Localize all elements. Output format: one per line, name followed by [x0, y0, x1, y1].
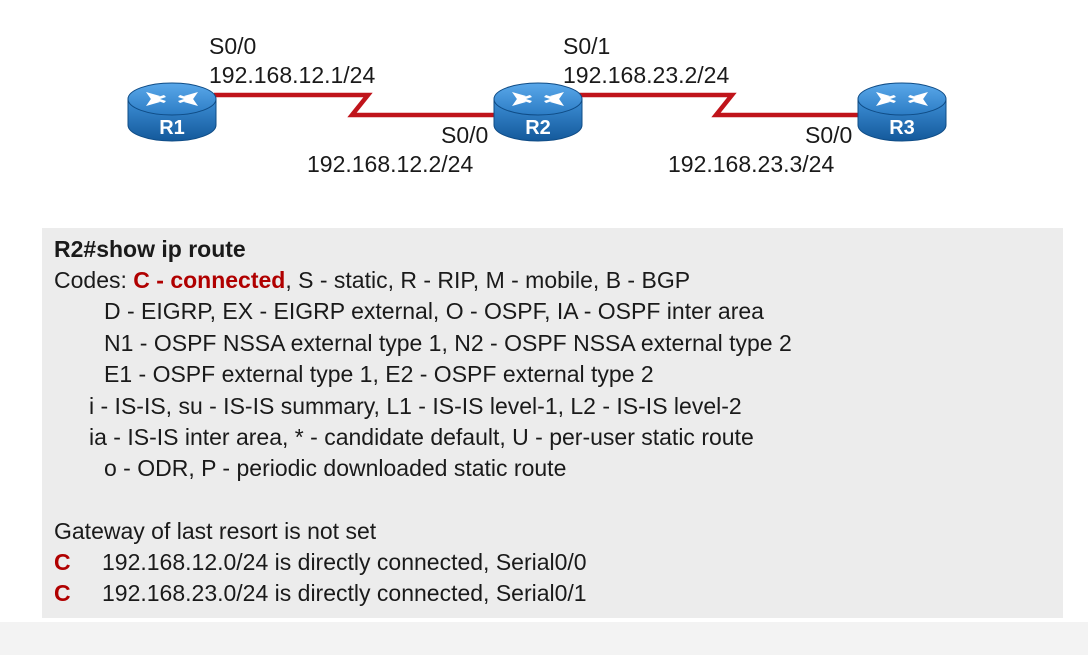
cli-command: R2#show ip route — [54, 236, 246, 262]
route-text: 192.168.12.0/24 is directly connected, Serial0/0 — [102, 549, 587, 575]
router-r3-icon — [858, 83, 946, 141]
network-topology-diagram — [0, 0, 1088, 215]
router-r1-icon — [128, 83, 216, 141]
r2-s01-interface-label: S0/1 — [563, 33, 611, 59]
route-row — [54, 547, 587, 577]
serial-link-r1-r2 — [214, 95, 498, 115]
code-line: o - ODR, P - periodic downloaded static route — [104, 455, 567, 481]
codes-line — [54, 265, 690, 295]
r3-interface-label: S0/0 — [805, 122, 853, 148]
router-r2-icon — [494, 83, 582, 141]
r2-s00-interface-label: S0/0 — [441, 122, 489, 148]
r2-s00-ip-label: 192.168.12.2/24 — [307, 151, 474, 177]
code-line: E1 - OSPF external type 1, E2 - OSPF external type 2 — [104, 361, 654, 387]
codes-rest: , S - static, R - RIP, M - mobile, B - BGP — [285, 267, 691, 293]
gateway-line: Gateway of last resort is not set — [54, 518, 377, 544]
code-line: D - EIGRP, EX - EIGRP external, O - OSPF, IA - OSPF inter area — [104, 298, 764, 324]
r1-ip-label: 192.168.12.1/24 — [209, 62, 376, 88]
r1-interface-label: S0/0 — [209, 33, 257, 59]
code-line: ia - IS-IS inter area, * - candidate default, U - per-user static route — [89, 424, 754, 450]
code-line: N1 - OSPF NSSA external type 1, N2 - OSPF NSSA external type 2 — [104, 330, 792, 356]
codes-prefix: Codes: — [54, 267, 134, 293]
cli-output-box — [42, 228, 1063, 618]
route-code: C — [54, 549, 71, 575]
bottom-strip — [0, 622, 1088, 655]
codes-connected-highlight: C - connected — [133, 267, 286, 293]
router-r1-label: R1 — [159, 117, 185, 139]
r2-s01-ip-label: 192.168.23.2/24 — [563, 62, 730, 88]
route-row — [54, 578, 587, 608]
code-line: i - IS-IS, su - IS-IS summary, L1 - IS-IS level-1, L2 - IS-IS level-2 — [89, 393, 742, 419]
router-r2-label: R2 — [525, 117, 551, 139]
router-r3-label: R3 — [889, 117, 915, 139]
r3-ip-label: 192.168.23.3/24 — [668, 151, 835, 177]
route-text: 192.168.23.0/24 is directly connected, Serial0/1 — [102, 580, 587, 606]
route-code: C — [54, 580, 71, 606]
serial-link-r2-r3 — [578, 95, 862, 115]
